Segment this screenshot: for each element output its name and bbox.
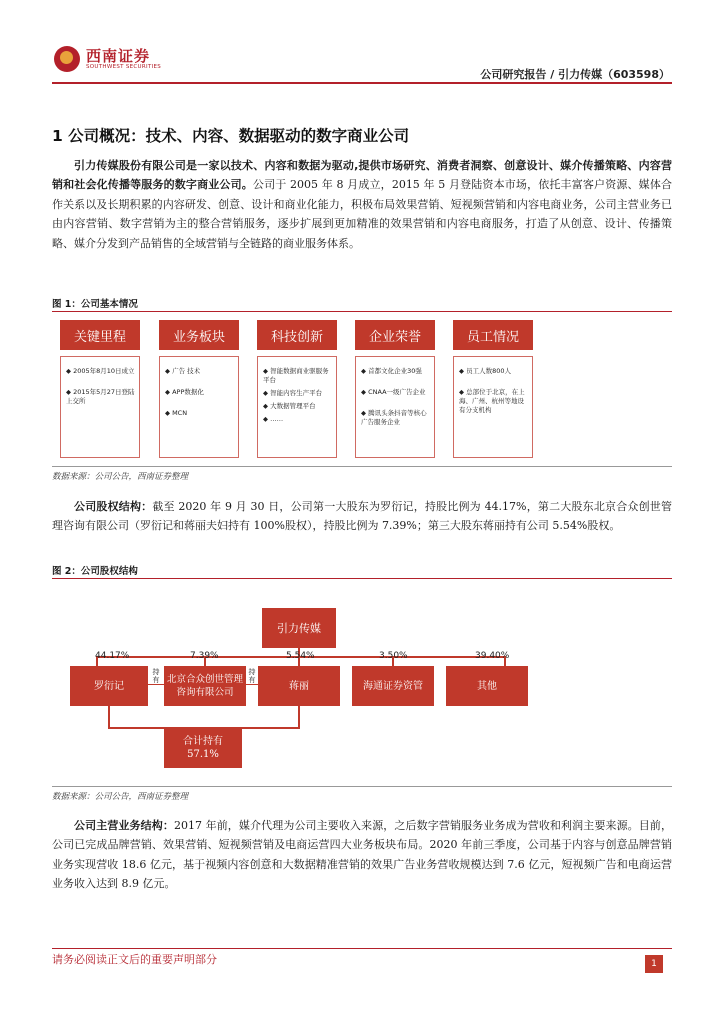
panel-item: ◆ 首都文化企业30强 [361,367,422,375]
brand-logo-icon [54,46,80,72]
panel-honors [355,356,435,458]
figure2-bottom-rule [52,786,672,787]
category-business: 业务板块 [159,320,239,350]
panel-item: ◆ APP数据化 [165,388,204,396]
equity-bold: 公司股权结构： [74,500,153,513]
figure2-top-rule [52,578,672,579]
panel-staff [453,356,533,458]
pct-shareholder-5: 39.40% [475,651,510,661]
panel-item: ◆ 大数据管理平台 [263,402,316,410]
intro-text: 公司于 2005 年 8 月成立，2015 年 5 月登陆资本市场，依托丰富客户资源、媒体合作关系以及长期积累的内容研发、创意、设计和商业化能力，积极布局效果营销、短视频营销和内容电商业务，公司主营业务已由内容营销、数字营销为主的整合营销服务，逐步扩展到更加精准的效果营销和内容电商服务，打造了从创意、设计、传播策略、媒介分发到产品销售的全域营销与全链路的商业服务体系。 [52,178,672,250]
category-milestones: 关键里程 [60,320,140,350]
panel-item: ◆ 员工人数800人 [459,367,511,375]
header-divider [52,82,672,84]
panel-tech [257,356,337,458]
figure1-bottom-rule [52,466,672,467]
panel-item: ◆ …… [263,415,284,423]
shareholder-box-1: 罗衍记 [70,666,148,706]
pct-shareholder-4: 3.50% [379,651,408,661]
brand-name-en: SOUTHWEST SECURITIES [86,64,162,70]
panel-item: ◆ 总部位于北京，在上海、广州、杭州等地设有分支机构 [459,388,525,414]
business-text: 2017 年前，媒介代理为公司主要收入来源，之后数字营销服务业务成为营收和利润主要来源。目前，公司已完成品牌营销、效果营销、短视频营销及电商运营四大业务板块布局。2020 年前三季度，公司基于内容与创意品牌营销业务实现营收 18.6 亿元，基于视频内容创意和大数据精准营销的效果广告业务营收规模达到 7.6 亿元，短视频广告和电商运营业务收入达到 8.9 亿元。 [52,819,673,891]
panel-item: ◆ 腾讯头条抖音等核心广告服务企业 [361,409,427,426]
intro-bold: 引力传媒股份有限公司是一家以技术、内容和数据为驱动,提供市场研究、消费者洞察、创意设计、媒介传播策略、内容营销和社会化传播等服务的数字商业公司。 [52,159,672,192]
section-title: 1 公司概况：技术、内容、数据驱动的数字商业公司 [52,127,410,145]
business-bold: 公司主营业务结构： [74,819,174,832]
holding-note-left: 持有 [152,668,160,684]
shareholder-box-3: 蒋丽 [258,666,340,706]
shareholder-box-5: 其他 [446,666,528,706]
combined-connector [108,706,110,728]
report-title: 公司研究报告 / 引力传媒（603598） [480,68,670,81]
business-paragraph [52,816,672,894]
holding-link [246,684,258,685]
panel-milestones [60,356,140,458]
footer-divider [52,948,672,949]
figure2-title: 图 2：公司股权结构 [52,566,138,577]
combined-pct: 57.1% [187,749,219,760]
org-top-company: 引力传媒 [262,608,336,648]
combined-label: 合计持有 [183,736,223,747]
shareholder-box-2: 北京合众创世管理咨询有限公司 [164,666,246,706]
figure1-top-rule [52,311,672,312]
category-staff: 员工情况 [453,320,533,350]
pct-shareholder-3: 5.54% [286,651,315,661]
page-number: 1 [645,955,663,973]
pct-shareholder-1: 44.17% [95,651,130,661]
panel-item: ◆ MCN [165,409,188,417]
panel-item: ◆ 广告 技术 [165,367,201,375]
panel-business [159,356,239,458]
equity-paragraph [52,497,672,536]
holding-note-right: 持有 [248,668,256,684]
panel-item: ◆ 2015年5月27日登陆上交所 [66,388,135,405]
brand-name-cn: 西南证券 [86,47,151,65]
footer-notice: 请务必阅读正文后的重要声明部分 [52,953,217,966]
holding-link [148,684,164,685]
pct-shareholder-2: 7.39% [190,651,219,661]
figure1-source: 数据来源：公司公告，西南证券整理 [52,472,189,482]
shareholder-box-4: 海通证券资管 [352,666,434,706]
panel-item: ◆ 智能数据商业驱服务平台 [263,367,329,384]
combined-connector [298,706,300,728]
category-honors: 企业荣誉 [355,320,435,350]
intro-paragraph [52,156,672,253]
equity-text: 截至 2020 年 9 月 30 日，公司第一大股东为罗衍记，持股比例为 44.17%，第二大股东北京合众创世管理咨询有限公司（罗衍记和蒋丽夫妇持有 100%股权），持股比例为 7.39%；第三大股东蒋丽持有公司 5.54%股权。 [52,500,673,533]
figure2-source: 数据来源：公司公告，西南证券整理 [52,792,189,802]
panel-item: ◆ 2005年8月10日成立 [66,367,135,375]
panel-item: ◆ 智能内容生产平台 [263,389,323,397]
category-tech: 科技创新 [257,320,337,350]
panel-item: ◆ CNAA一级广告企业 [361,388,426,396]
combined-holding-box [164,728,242,768]
figure1-title: 图 1：公司基本情况 [52,299,138,310]
